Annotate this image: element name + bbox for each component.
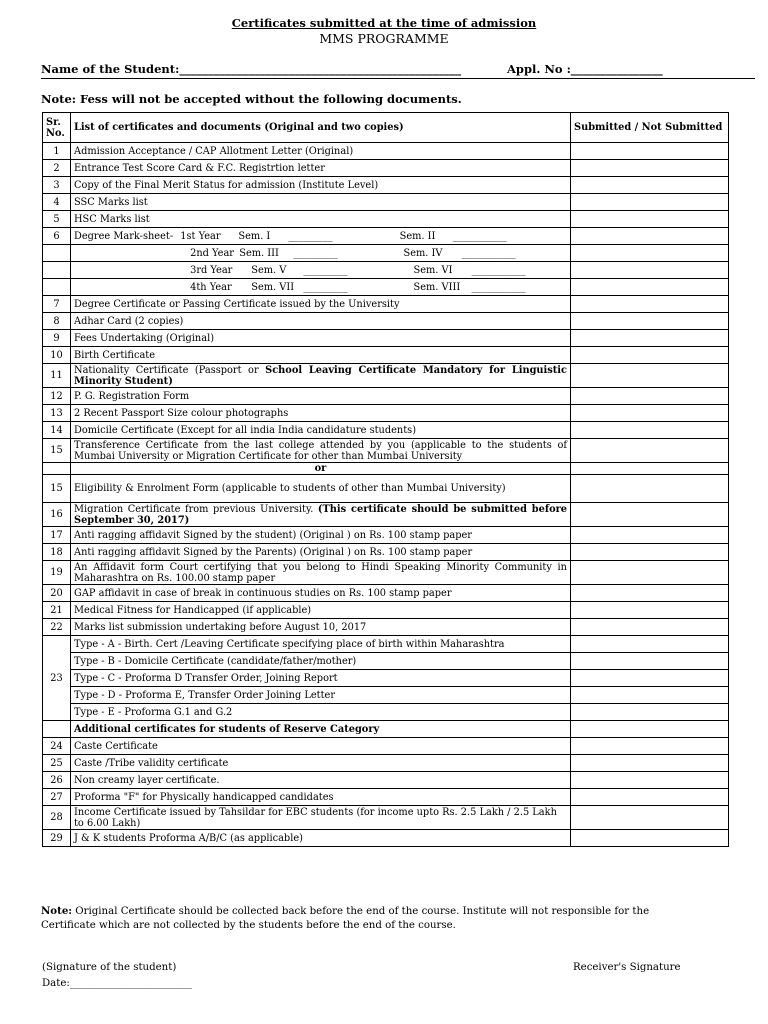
table-row [43, 670, 729, 687]
status-cell[interactable] [571, 364, 729, 388]
sr-no: 19 [43, 561, 71, 585]
status-cell[interactable] [571, 636, 729, 653]
sem-label: Sem. II [399, 230, 436, 242]
document-name: GAP affidavit in case of break in continuous studies on Rs. 100 stamp paper [71, 585, 571, 602]
document-name: Nationality Certificate (Passport or School Leaving Certificate Mandatory for Linguistic Minority Student) [71, 364, 571, 388]
document-name: SSC Marks list [71, 194, 571, 211]
document-name: Eligibility & Enrolment Form (applicable to students of other than Mumbai University) [71, 475, 571, 503]
status-cell[interactable] [571, 313, 729, 330]
sr-no: 7 [43, 296, 71, 313]
status-cell[interactable] [571, 475, 729, 503]
table-row [43, 527, 729, 544]
sem-blank[interactable]: _________ [303, 281, 348, 293]
document-name: Non creamy layer certificate. [71, 772, 571, 789]
sr-no: 17 [43, 527, 71, 544]
table-row [43, 211, 729, 228]
document-name: Fees Undertaking (Original) [71, 330, 571, 347]
sr-no: 13 [43, 405, 71, 422]
sr-no: 9 [43, 330, 71, 347]
sr-no: 5 [43, 211, 71, 228]
table-row [43, 245, 729, 262]
note-text: Original Certificate should be collected back before the end of the course. Institute will not responsible for the Certificate which are not collected by the students before the end of the course. [41, 906, 650, 931]
date-field[interactable]: Date:________________________ [42, 978, 193, 989]
document-name: Anti ragging affidavit Signed by the Parents) (Original ) on Rs. 100 stamp paper [71, 544, 571, 561]
table-row [43, 602, 729, 619]
col-status-header: Submitted / Not Submitted [571, 113, 729, 143]
domicile-type-c: Type - C - Proforma D Transfer Order, Joining Report [71, 670, 571, 687]
degree-label: Degree Mark-sheet- [74, 230, 174, 242]
sr-no: 16 [43, 503, 71, 527]
table-row [43, 619, 729, 636]
document-name: P. G. Registration Form [71, 388, 571, 405]
receiver-signature-label: Receiver's Signature [573, 962, 681, 973]
status-cell[interactable] [571, 830, 729, 847]
sem-blank[interactable]: ___________ [461, 247, 516, 259]
table-row [43, 789, 729, 806]
sem-label: Sem. VIII [413, 281, 461, 293]
appl-no-field[interactable]: Appl. No :________________ [507, 62, 663, 76]
status-cell[interactable] [571, 262, 729, 279]
sem-blank[interactable]: _________ [303, 264, 348, 276]
status-cell[interactable] [571, 544, 729, 561]
status-cell[interactable] [571, 422, 729, 439]
status-cell[interactable] [571, 347, 729, 364]
document-name: Anti ragging affidavit Signed by the student) (Original ) on Rs. 100 stamp paper [71, 527, 571, 544]
table-row [43, 262, 729, 279]
col-sr-header: Sr. No. [43, 113, 71, 143]
document-name: Domicile Certificate (Except for all india India candidature students) [71, 422, 571, 439]
sem-blank[interactable]: ___________ [471, 281, 526, 293]
table-row [43, 313, 729, 330]
fees-note: Note: Fess will not be accepted without the following documents. [41, 92, 462, 106]
sr-no: 21 [43, 602, 71, 619]
status-cell[interactable] [571, 439, 729, 463]
sem-label: Sem. V [251, 264, 287, 276]
table-row [43, 806, 729, 830]
col-list-header: List of certificates and documents (Original and two copies) [71, 113, 571, 143]
document-name: HSC Marks list [71, 211, 571, 228]
sr-no: 23 [43, 636, 71, 721]
status-cell[interactable] [571, 211, 729, 228]
table-row [43, 653, 729, 670]
status-cell[interactable] [571, 789, 729, 806]
sem-label: Sem. III [239, 247, 279, 259]
sem-label: Sem. VI [413, 264, 453, 276]
table-row [43, 279, 729, 296]
sr-no: 28 [43, 806, 71, 830]
table-row [43, 704, 729, 721]
sr-no: 29 [43, 830, 71, 847]
document-name: Degree Certificate or Passing Certificate issued by the University [71, 296, 571, 313]
sr-no: 4 [43, 194, 71, 211]
table-row [43, 738, 729, 755]
table-row [43, 228, 729, 245]
document-name: Admission Acceptance / CAP Allotment Letter (Original) [71, 143, 571, 160]
document-name: Caste Certificate [71, 738, 571, 755]
status-cell[interactable] [571, 279, 729, 296]
domicile-type-e: Type - E - Proforma G.1 and G.2 [71, 704, 571, 721]
sr-no: 14 [43, 422, 71, 439]
sr-no: 26 [43, 772, 71, 789]
document-name: Transference Certificate from the last college attended by you (applicable to the students of Mumbai University or Migration Certificate for other than Mumbai University [71, 439, 571, 463]
status-cell[interactable] [571, 194, 729, 211]
status-cell[interactable] [571, 405, 729, 422]
table-row [43, 561, 729, 585]
or-separator: or [71, 463, 571, 475]
status-cell[interactable] [571, 687, 729, 704]
sr-no: 22 [43, 619, 71, 636]
collection-note [41, 904, 691, 933]
sem-blank[interactable]: ___________ [452, 230, 507, 242]
page-title: Certificates submitted at the time of admission [231, 16, 537, 30]
document-name: Adhar Card (2 copies) [71, 313, 571, 330]
sem-blank[interactable]: _________ [288, 230, 333, 242]
sr-no: 10 [43, 347, 71, 364]
sem-label: Sem. VII [251, 281, 295, 293]
document-name: Migration Certificate from previous University. (This certificate should be submitted before September 30, 2017) [71, 503, 571, 527]
sr-no: 24 [43, 738, 71, 755]
table-row [43, 503, 729, 527]
sr-no: 18 [43, 544, 71, 561]
year-label: 1st Year [180, 230, 221, 242]
sr-no: 15 [43, 475, 71, 503]
year-label: 2nd Year [190, 247, 234, 259]
year-label: 3rd Year [190, 264, 233, 276]
status-cell[interactable] [571, 388, 729, 405]
table-row [43, 721, 729, 738]
note-label: Note: [41, 905, 73, 917]
document-name: Medical Fitness for Handicapped (if applicable) [71, 602, 571, 619]
table-row [43, 755, 729, 772]
degree-year-1 [71, 228, 571, 245]
document-name: Proforma "F" for Physically handicapped candidates [71, 789, 571, 806]
student-signature-label: (Signature of the student) [42, 962, 177, 973]
sr-no: 6 [43, 228, 71, 245]
degree-year-4 [71, 279, 571, 296]
status-cell[interactable] [571, 704, 729, 721]
student-info-line [41, 62, 755, 79]
domicile-type-a: Type - A - Birth. Cert /Leaving Certificate specifying place of birth within Maharashtra [71, 636, 571, 653]
table-row [43, 364, 729, 388]
reserve-category-heading: Additional certificates for students of Reserve Category [71, 721, 571, 738]
sr-no: 27 [43, 789, 71, 806]
status-cell[interactable] [571, 228, 729, 245]
status-cell[interactable] [571, 619, 729, 636]
status-cell[interactable] [571, 653, 729, 670]
sr-no: 1 [43, 143, 71, 160]
status-cell[interactable] [571, 602, 729, 619]
table-row [43, 405, 729, 422]
table-row [43, 177, 729, 194]
year-label: 4th Year [190, 281, 232, 293]
sem-blank[interactable]: _________ [293, 247, 338, 259]
student-name-field[interactable]: Name of the Student:_________________________________________________ [41, 62, 462, 76]
table-row [43, 544, 729, 561]
documents-table [42, 112, 729, 847]
document-name: J & K students Proforma A/B/C (as applicable) [71, 830, 571, 847]
status-cell[interactable] [571, 245, 729, 262]
domicile-type-b: Type - B - Domicile Certificate (candidate/father/mother) [71, 653, 571, 670]
status-cell[interactable] [571, 585, 729, 602]
sr-no: 12 [43, 388, 71, 405]
degree-year-3 [71, 262, 571, 279]
table-row [43, 296, 729, 313]
table-row [43, 636, 729, 653]
table-row [43, 330, 729, 347]
sr-no: 3 [43, 177, 71, 194]
domicile-type-d: Type - D - Proforma E, Transfer Order Joining Letter [71, 687, 571, 704]
table-row [43, 463, 729, 475]
status-cell[interactable] [571, 772, 729, 789]
sr-no: 8 [43, 313, 71, 330]
programme-title: MMS PROGRAMME [319, 31, 449, 46]
table-row [43, 194, 729, 211]
document-name: An Affidavit form Court certifying that you belong to Hindi Speaking Minority Community in Maharashtra on Rs. 100.00 stamp paper [71, 561, 571, 585]
status-cell[interactable] [571, 527, 729, 544]
sr-no: 2 [43, 160, 71, 177]
table-header-row [43, 113, 729, 143]
document-name: Copy of the Final Merit Status for admission (Institute Level) [71, 177, 571, 194]
sem-blank[interactable]: ___________ [471, 264, 526, 276]
table-row [43, 422, 729, 439]
status-cell[interactable] [571, 160, 729, 177]
status-cell[interactable] [571, 561, 729, 585]
sr-no: 25 [43, 755, 71, 772]
status-cell[interactable] [571, 670, 729, 687]
table-row [43, 475, 729, 503]
document-name: Entrance Test Score Card & F.C. Registrtion letter [71, 160, 571, 177]
status-cell[interactable] [571, 503, 729, 527]
document-name: 2 Recent Passport Size colour photographs [71, 405, 571, 422]
table-row [43, 388, 729, 405]
table-row [43, 439, 729, 463]
sr-no: 20 [43, 585, 71, 602]
document-name: Income Certificate issued by Tahsildar for EBC students (for income upto Rs. 2.5 Lakh / 2.5 Lakh to 6.00 Lakh) [71, 806, 571, 830]
table-row [43, 772, 729, 789]
document-name: Caste /Tribe validity certificate [71, 755, 571, 772]
status-cell[interactable] [571, 330, 729, 347]
status-cell[interactable] [571, 177, 729, 194]
table-row [43, 830, 729, 847]
status-cell[interactable] [571, 738, 729, 755]
status-cell[interactable] [571, 143, 729, 160]
sr-no: 15 [43, 439, 71, 463]
sr-no: 11 [43, 364, 71, 388]
table-row [43, 160, 729, 177]
table-row [43, 347, 729, 364]
degree-year-2 [71, 245, 571, 262]
sem-label: Sem. I [238, 230, 271, 242]
status-cell[interactable] [571, 806, 729, 830]
status-cell[interactable] [571, 296, 729, 313]
document-name: Marks list submission undertaking before August 10, 2017 [71, 619, 571, 636]
status-cell[interactable] [571, 755, 729, 772]
table-row [43, 585, 729, 602]
sem-label: Sem. IV [403, 247, 443, 259]
document-name: Birth Certificate [71, 347, 571, 364]
table-row [43, 687, 729, 704]
table-row [43, 143, 729, 160]
